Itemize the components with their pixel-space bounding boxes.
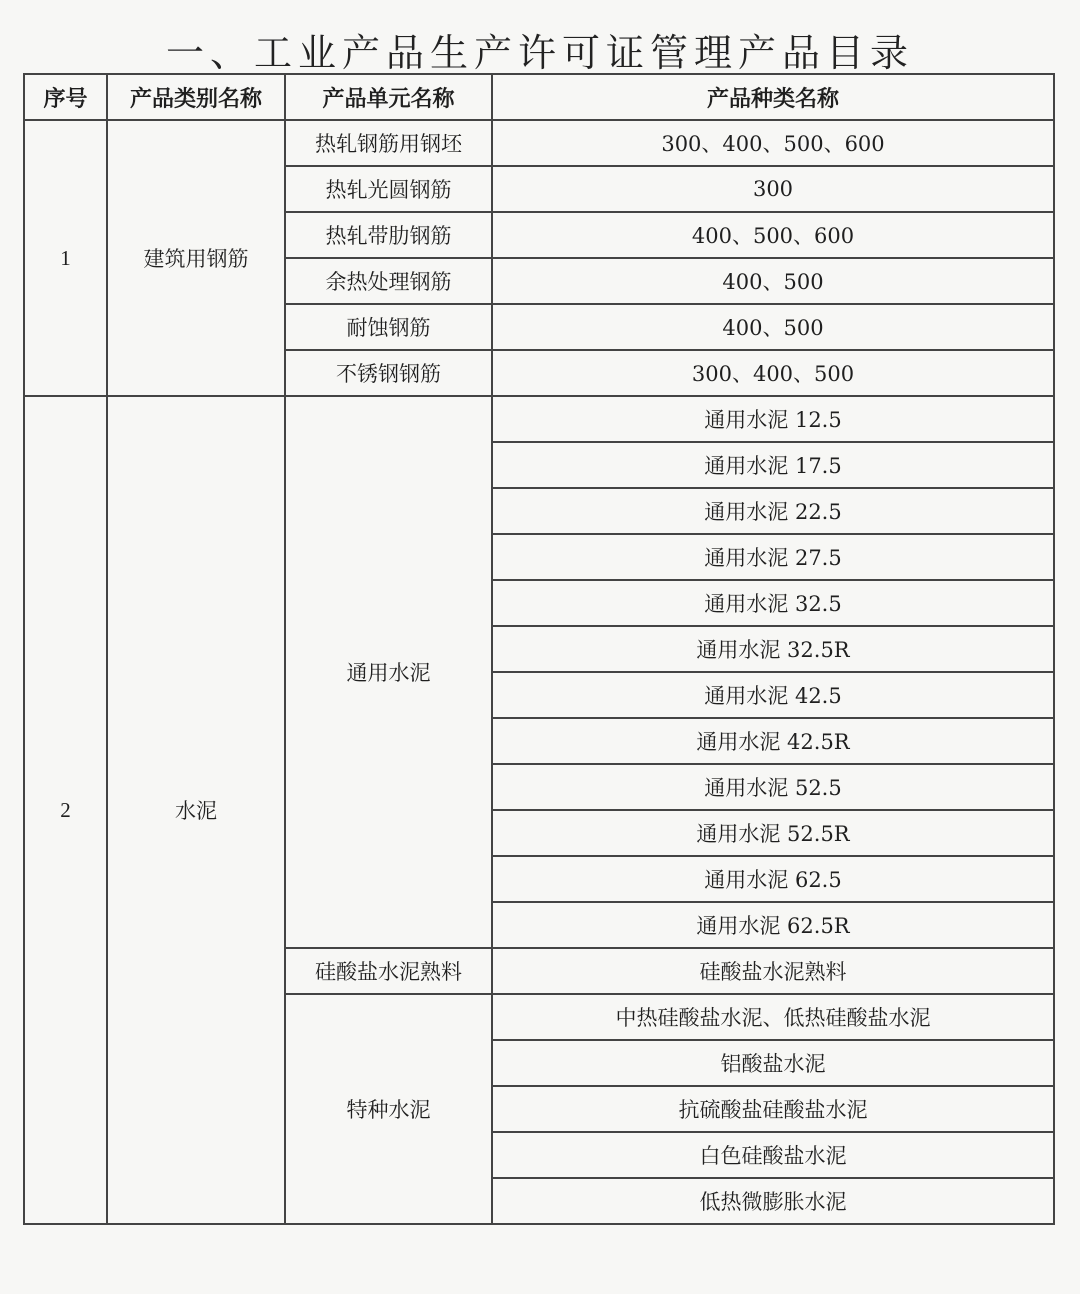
cell-serial-no: 2 <box>24 396 107 1224</box>
cell-type-name: 通用水泥 12.5 <box>492 396 1054 442</box>
cell-unit-name: 不锈钢钢筋 <box>285 350 492 396</box>
cell-unit-name: 硅酸盐水泥熟料 <box>285 948 492 994</box>
cell-type-name: 400、500 <box>492 304 1054 350</box>
cell-type-name: 400、500 <box>492 258 1054 304</box>
cell-type-name: 铝酸盐水泥 <box>492 1040 1054 1086</box>
header-unit-name: 产品单元名称 <box>285 74 492 120</box>
cell-type-name: 通用水泥 32.5 <box>492 580 1054 626</box>
cell-type-name: 通用水泥 27.5 <box>492 534 1054 580</box>
table-body <box>24 120 1054 1224</box>
cell-type-name: 300、400、500 <box>492 350 1054 396</box>
cell-type-name: 中热硅酸盐水泥、低热硅酸盐水泥 <box>492 994 1054 1040</box>
page-title: 一、工业产品生产许可证管理产品目录 <box>165 31 914 75</box>
cell-type-name: 低热微膨胀水泥 <box>492 1178 1054 1224</box>
cell-type-name: 通用水泥 52.5R <box>492 810 1054 856</box>
table-row <box>24 396 1054 442</box>
cell-type-name: 白色硅酸盐水泥 <box>492 1132 1054 1178</box>
cell-serial-no: 1 <box>24 120 107 396</box>
table-header-row <box>24 74 1054 120</box>
cell-type-name: 300、400、500、600 <box>492 120 1054 166</box>
cell-type-name: 通用水泥 42.5R <box>492 718 1054 764</box>
cell-unit-name: 热轧光圆钢筋 <box>285 166 492 212</box>
cell-category-name: 建筑用钢筋 <box>107 120 285 396</box>
header-category-name: 产品类别名称 <box>107 74 285 120</box>
cell-type-name: 通用水泥 32.5R <box>492 626 1054 672</box>
cell-type-name: 通用水泥 22.5 <box>492 488 1054 534</box>
table-row <box>24 120 1054 166</box>
cell-unit-name: 特种水泥 <box>285 994 492 1224</box>
header-serial-no: 序号 <box>24 74 107 120</box>
cell-type-name: 通用水泥 17.5 <box>492 442 1054 488</box>
cell-type-name: 通用水泥 62.5 <box>492 856 1054 902</box>
product-catalog-table <box>23 73 1055 1225</box>
cell-unit-name: 热轧钢筋用钢坯 <box>285 120 492 166</box>
cell-type-name: 300 <box>492 166 1054 212</box>
cell-unit-name: 热轧带肋钢筋 <box>285 212 492 258</box>
cell-type-name: 硅酸盐水泥熟料 <box>492 948 1054 994</box>
cell-unit-name: 耐蚀钢筋 <box>285 304 492 350</box>
cell-category-name: 水泥 <box>107 396 285 1224</box>
cell-type-name: 通用水泥 52.5 <box>492 764 1054 810</box>
cell-unit-name: 通用水泥 <box>285 396 492 948</box>
header-type-name: 产品种类名称 <box>492 74 1054 120</box>
cell-type-name: 400、500、600 <box>492 212 1054 258</box>
cell-unit-name: 余热处理钢筋 <box>285 258 492 304</box>
cell-type-name: 抗硫酸盐硅酸盐水泥 <box>492 1086 1054 1132</box>
cell-type-name: 通用水泥 42.5 <box>492 672 1054 718</box>
cell-type-name: 通用水泥 62.5R <box>492 902 1054 948</box>
